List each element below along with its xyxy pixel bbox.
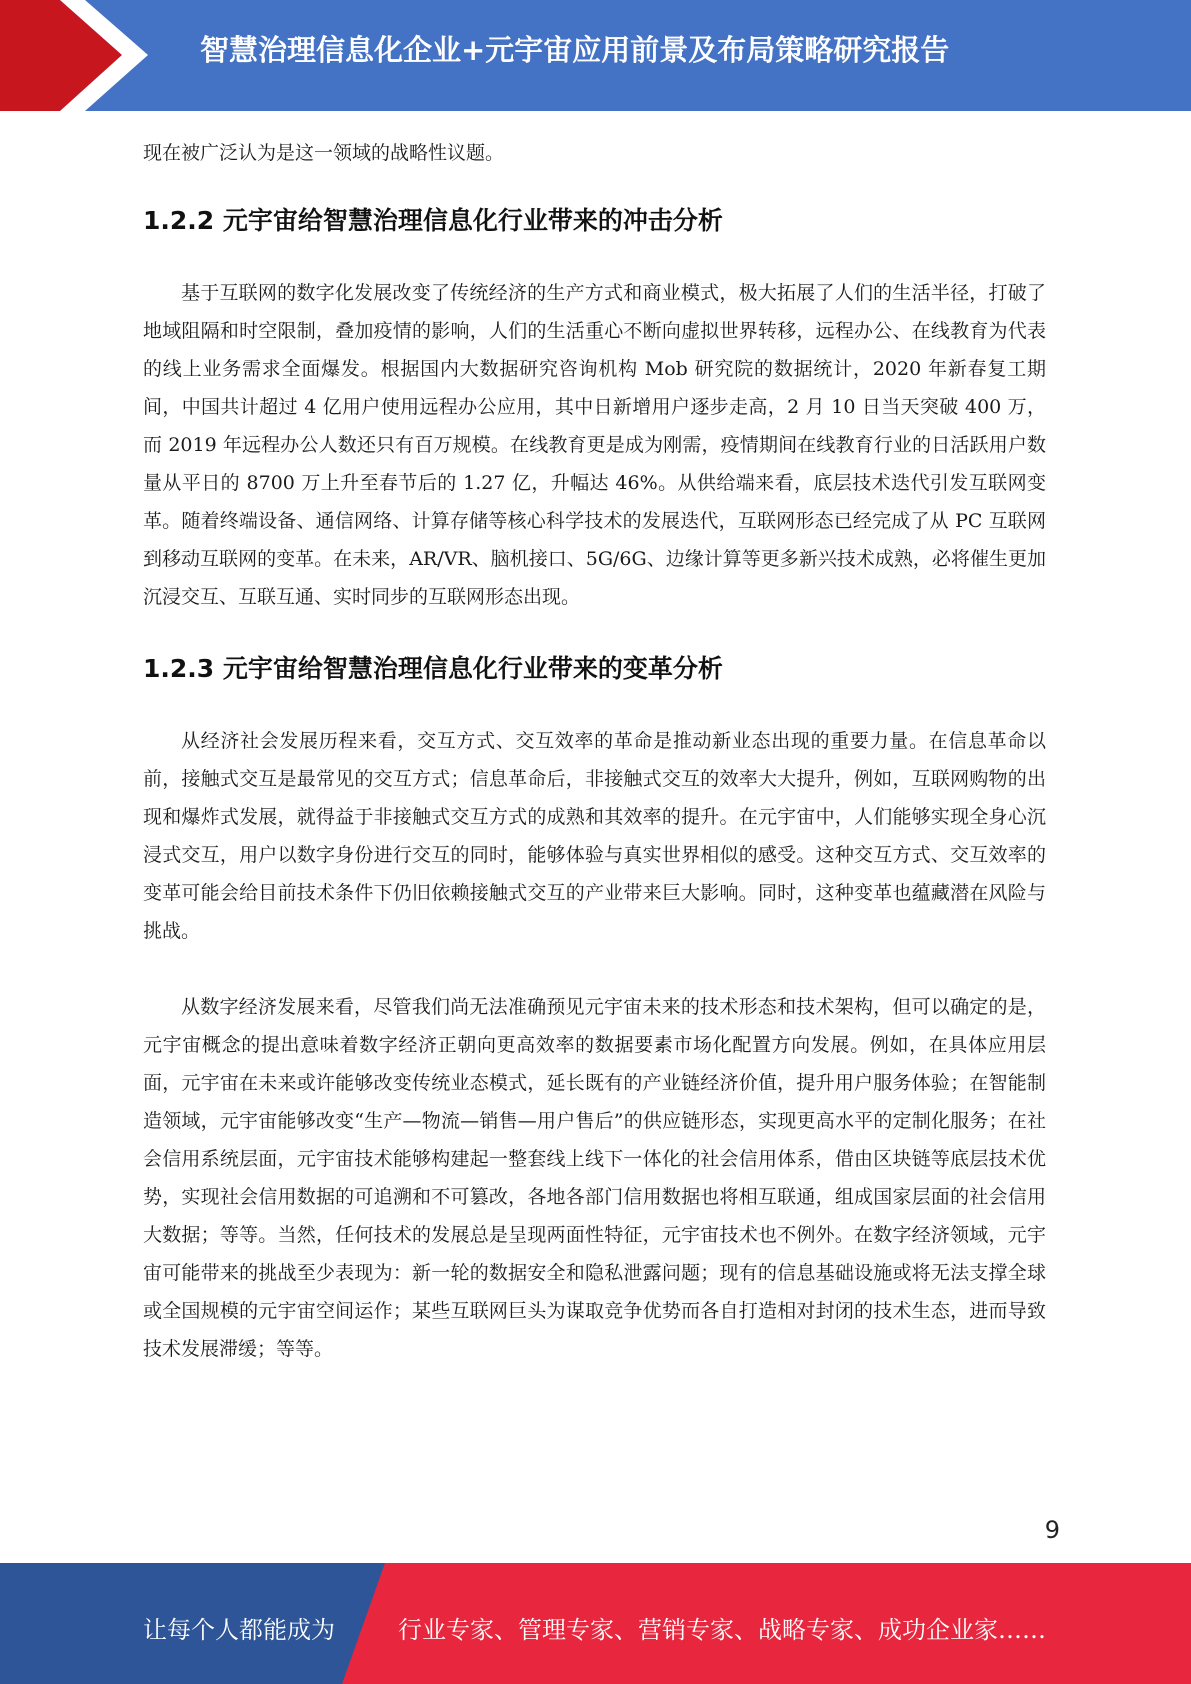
intro-line: 现在被广泛认为是这一领域的战略性议题。 bbox=[143, 142, 505, 164]
section-1-2-2-paragraph: 基于互联网的数字化发展改变了传统经济的生产方式和商业模式，极大拓展了人们的生活半径，打破了地域阻隔和时空限制，叠加疫情的影响，人们的生活重心不断向虚拟世界转移，远程办公、在线教育为代表的线上业务需求全面爆发。根据国内大数据研究咨询机构 Mob 研究院的数据统计，2020 年新春复工期间，中国共计超过 4 亿用户使用远程办公应用，其中日新增用户逐步走高，2 月 10 日当天突破 400 万，而 2019 年远程办公人数还只有百万规模。在线教育更是成为刚需，疫情期间在线教育行业的日活跃用户数量从平日的 8700 万上升至春节后的 1.27 亿，升幅达 46%。从供给端来看，底层技术迭代引发互联网变革。随着终端设备、通信网络、计算存储等核心科学技术的发展迭代，互联网形态已经完成了从 PC 互联网到移动互联网的变革。在未来，AR/VR、脑机接口、5G/6G、边缘计算等更多新兴技术成熟，必将催生更加沉浸交互、互联互通、实时同步的互联网形态出现。 bbox=[143, 282, 1046, 608]
footer-roles: 行业专家、管理专家、营销专家、战略专家、成功企业家…… bbox=[398, 1616, 1046, 1644]
page-number: 9 bbox=[1044, 1516, 1060, 1544]
page-content bbox=[143, 134, 1046, 1368]
footer-slogan: 让每个人都能成为 bbox=[143, 1616, 335, 1644]
header-bar bbox=[0, 0, 1191, 111]
section-1-2-3-paragraph-1: 从经济社会发展历程来看，交互方式、交互效率的革命是推动新业态出现的重要力量。在信息革命以前，接触式交互是最常见的交互方式；信息革命后，非接触式交互的效率大大提升，例如，互联网购物的出现和爆炸式发展，就得益于非接触式交互方式的成熟和其效率的提升。在元宇宙中，人们能够实现全身心沉浸式交互，用户以数字身份进行交互的同时，能够体验与真实世界相似的感受。这种交互方式、交互效率的变革可能会给目前技术条件下仍旧依赖接触式交互的产业带来巨大影响。同时，这种变革也蕴藏潜在风险与挑战。 bbox=[143, 730, 1046, 942]
section-heading-1-2-2: 1.2.2 元宇宙给智慧治理信息化行业带来的冲击分析 bbox=[143, 206, 723, 235]
report-title: 智慧治理信息化企业+元宇宙应用前景及布局策略研究报告 bbox=[200, 33, 950, 67]
header-arrow-decoration bbox=[0, 0, 160, 111]
section-heading-1-2-3: 1.2.3 元宇宙给智慧治理信息化行业带来的变革分析 bbox=[143, 654, 723, 683]
section-1-2-3-paragraph-2: 从数字经济发展来看，尽管我们尚无法准确预见元宇宙未来的技术形态和技术架构，但可以确定的是，元宇宙概念的提出意味着数字经济正朝向更高效率的数据要素市场化配置方向发展。例如，在具体应用层面，元宇宙在未来或许能够改变传统业态模式，延长既有的产业链经济价值，提升用户服务体验；在智能制造领域，元宇宙能够改变“生产—物流—销售—用户售后”的供应链形态，实现更高水平的定制化服务；在社会信用系统层面，元宇宙技术能够构建起一整套线上线下一体化的社会信用体系，借由区块链等底层技术优势，实现社会信用数据的可追溯和不可篡改，各地各部门信用数据也将相互联通，组成国家层面的社会信用大数据；等等。当然，任何技术的发展总是呈现两面性特征，元宇宙技术也不例外。在数字经济领域，元宇宙可能带来的挑战至少表现为：新一轮的数据安全和隐私泄露问题；现有的信息基础设施或将无法支撑全球或全国规模的元宇宙空间运作；某些互联网巨头为谋取竞争优势而各自打造相对封闭的技术生态，进而导致技术发展滞缓；等等。 bbox=[143, 996, 1046, 1360]
